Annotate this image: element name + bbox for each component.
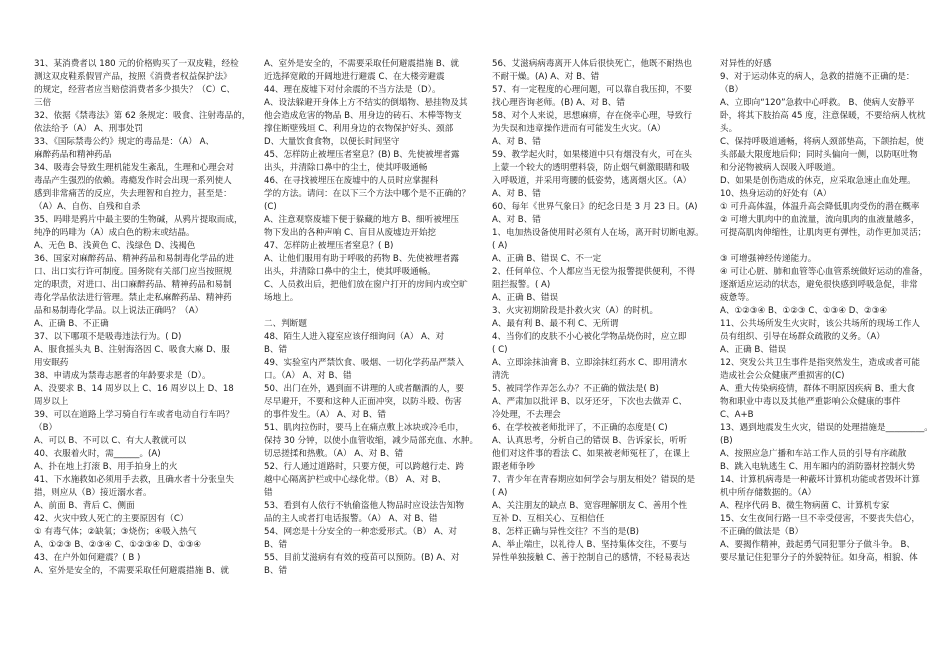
text-line: 越中心隔离护栏或中心绿化带。（B） A、对 B、 [264, 475, 447, 485]
text-line: (B) [720, 436, 733, 446]
text-line: A、扑在地上打滚 B、用手拍身上的火 [34, 462, 178, 472]
text-line: 38、申请成为禁毒志愿者的年龄要求是（D）。 [34, 371, 211, 381]
text-line: ( A) [492, 488, 508, 498]
text-line: 三倍 [34, 98, 52, 108]
text-line: 逐渐适应运动的状态，避免很快感到呼吸急促，非常 [720, 280, 918, 290]
text-line [720, 240, 938, 253]
text-line: 14、计算机病毒是一种蔽坏计算机功能或者毁坏计算 [720, 475, 920, 485]
text-line: ① 有毒气体；②缺氧；③烧伤；④吸入热气 [34, 527, 197, 537]
text-line: 出头，并清除口鼻中的尘土，使其呼吸通畅 [264, 163, 428, 173]
text-line: 57、有一定程度的心理问题，可以靠自我压抑，不要 [492, 85, 692, 95]
text-line: 对异性的好感 [720, 59, 772, 69]
text-line: A、重大传染病疫情，群体不明原因疾病 B、重大食 [720, 384, 915, 394]
text-line: A、立即涂抹油膏 B、立即涂抹红药水 C、即用清水 [492, 358, 688, 368]
text-line: 11、公共场所发生火灾时，该公共场所的现场工作人 [720, 319, 920, 329]
text-line: 13、遇到地震发生火灾，错误的处理措施是_________。 [720, 423, 933, 433]
text-line: ④ 可让心脏、肺和血管等心血管系统做好运动的准备， [720, 267, 929, 277]
text-line: 6、在学校被老师批评了，不正确的态度是( C) [492, 423, 668, 433]
text-column-1 [34, 58, 254, 664]
text-line: A、没要求 B、14 周岁以上 C、16 周岁以上 D、18 [34, 384, 234, 394]
text-line: B、错 [264, 566, 288, 576]
text-line: A、无色 B、浅黄色 C、浅绿色 D、浅褐色 [34, 241, 196, 251]
text-line: B、跳入电轨逃生 C、用车厢内的消防器材控制火势 [720, 462, 916, 472]
text-line: 麻醉药品和精神药品 [34, 150, 112, 160]
text-line: 入呼吸道，并采用弯腰的低姿势，逃离烟火区。（A） [492, 176, 692, 186]
text-line: A、服食摇头丸 B、注射海洛因 C、吸食大麻 D、服 [34, 345, 230, 355]
text-line: 用安眠药 [34, 358, 69, 368]
text-line: A、正确 B、错误 C、不一定 [492, 254, 602, 264]
text-line: 48、陌生人进入寝室应该仔细询问（A） A、对 [264, 332, 445, 342]
text-line: A、①②③ B、②③④ C、①②③④ D、①③④ [34, 540, 202, 550]
text-line: A、立即向“120”急救中心呼救。 B、使病人安静平 [720, 98, 915, 108]
text-line: 42、火灾中致人死亡的主要原因有（C） [34, 514, 189, 524]
text-line: （B） [720, 85, 744, 95]
text-line: 60、每年《世界气象日》的纪念日是 3 月 23 日。(A) [492, 202, 698, 212]
text-line: 机中所存储数据的。（A） [720, 488, 817, 498]
text-line: (C) [264, 202, 277, 212]
text-line: 50、出门在外，遇到面不讲理的人或者酗酒的人，要 [264, 384, 464, 394]
text-line: A、让他们服用有助于呼吸的药物 B、先使被埋者露 [264, 254, 459, 264]
text-line: A、关注朋友的缺点 B、宽容理解朋友 C、善用个性 [492, 501, 688, 511]
text-line: 不正确的做法是（B） [720, 527, 804, 537]
text-line: A、设法躲避开身体上方不结实的倒塌物、悬挂物及其 [264, 98, 468, 108]
text-line: 毒化学品依法进行管理。禁止走私麻醉药品、精神药 [34, 293, 232, 303]
text-line: 为失误和违章操作进而有可能发生火灾。（A） [492, 124, 666, 134]
text-line: 36、国家对麻醉药品、精神药品和易制毒化学品的进 [34, 254, 234, 264]
text-line: 学的方法。请问：在以下三个方法中哪个是不正确的？ [264, 189, 471, 199]
text-line: 55、目前艾滋病有有效的疫苗可以预防。(B) A、对 [264, 553, 460, 563]
text-line: 要尽量记住犯罪分子的外貌特征。如身高，相貌、体 [720, 553, 918, 563]
text-line: A、对 B、错 [492, 137, 541, 147]
text-line: 他会造成危害的物品 B、用身边的砖石、木棒等物支 [264, 111, 462, 121]
text-line: 39、可以在道路上学习骑自行车或者电动自行车吗？ [34, 410, 234, 420]
text-line: 卧，将其下肢抬高 45 度，注意保暖，不要给病人枕枕 [720, 111, 926, 121]
text-line: 41、下水施救如必须用手去救，且确水者十分张皇失 [34, 475, 234, 485]
text-line: 出头，并清除口鼻中的尘土，使其呼吸通畅。 [264, 267, 436, 277]
text-line: 3、火灾初期阶段是扑救火灾（A）的时机。 [492, 306, 659, 316]
text-line: A、对 B、错 [492, 189, 541, 199]
text-line: 上蒙一个较大的透明塑料袋，防止烟气刺激眼睛和吸 [492, 163, 690, 173]
text-line: A、认真思考，分析自己的错误 B、告诉家长，听听 [492, 436, 687, 446]
text-line: 阻拦报警。( A) [492, 280, 551, 290]
text-line: 造成社会公众健康严重损害的(C) [720, 371, 845, 381]
text-line: 跟老师争吵 [492, 462, 535, 472]
text-line: 可提高肌肉伸缩性，让肌肉更有弹性，动作更加灵活； [720, 228, 927, 238]
text-line: 依法给予（A） A、刑事处罚 [34, 124, 144, 134]
text-line: A、举止端庄，以礼待人 B、坚持集体交往，不要与 [492, 540, 687, 550]
text-line: 37、以下哪项不是吸毒违法行为。( D) [34, 332, 182, 342]
text-line: 周岁以上 [34, 397, 69, 407]
text-line: A、可以 B、不可以 C、有大人教就可以 [34, 436, 187, 446]
text-line: 51、肌肉拉伤时，要马上在痛点敷上冰块或冷毛巾， [264, 423, 464, 433]
text-line: 找心理咨询老师。(B) A、对 B、错 [492, 98, 625, 108]
text-line: D、大量饮食食物，以便长时间坚守 [264, 137, 400, 147]
text-line: ② 可增大肌肉中的血流量，流向肌肉的血液量越多， [720, 215, 920, 225]
text-line: A、严肃加以批评 B、以牙还牙，下次也去做弄 C、 [492, 397, 688, 407]
text-line: C、A+B [720, 410, 754, 420]
text-line: ( C) [492, 345, 508, 355]
text-line: 45、怎样防止被埋压者窒息？(B) B、先使被埋者露 [264, 150, 460, 160]
text-line: 疲惫等。 [720, 293, 755, 303]
text-line: 9、对于运动体克的病人，急救的措施不正确的是： [720, 72, 915, 82]
text-column-4 [720, 58, 938, 664]
text-line: ( A) [492, 241, 508, 251]
text-line: 59、教学起火时，如果楼道中只有烟没有火，可在头 [492, 150, 692, 160]
text-line: 35、吗啡是鸦片中最主要的生物碱，从鸦片提取而成， [34, 215, 243, 225]
text-line: 互补 D、互相关心、互相信任 [492, 514, 605, 524]
text-line: 7、青少年在青春期应如何学会与朋友相处？错误的是 [492, 475, 696, 485]
text-line: C、保持呼吸道通畅，将病人颈部垫高，下颌抬起，使 [720, 137, 924, 147]
text-line: A、程序代码 B、微生物病菌 C、计算机专家 [720, 501, 890, 511]
text-line: C、人员救出后，把他们放在窗户打开的房间内或空旷 [264, 280, 468, 290]
text-line: 措，则应从（B）接近溺水者。 [34, 488, 152, 498]
text-line: 31、某消费者以 180 元的价格购买了一双皮鞋，经检 [34, 59, 239, 69]
text-line: 34、吸毒会导致生理机能发生紊乱，生理和心理会对 [34, 163, 234, 173]
text-line: 和分泌物被病人误吸入呼吸道。 [720, 163, 841, 173]
text-line: 清洗 [492, 371, 510, 381]
text-line: 43、在户外如何避震？( B ) [34, 553, 141, 563]
text-line: 4、当你们的皮肤不小心被化学物品烧伤时，应立即 [492, 332, 687, 342]
text-line: （B） [34, 423, 58, 433]
text-line: D、如果是创伤造成的休克，应采取急速止血处理。 [720, 176, 916, 186]
text-line: 撑住断壁残垣 C、利用身边的衣物保护好头、颈部 [264, 124, 454, 134]
text-line: A、注意观察废墟下便于躲藏的地方 B、细听被埋压 [264, 215, 459, 225]
text-line: A、最有利 B、最不利 C、无所谓 [492, 319, 619, 329]
text-line: A、正确 B、不正确 [34, 319, 109, 329]
text-line: 8、怎样正确与异性交往？不当的是(B) [492, 527, 639, 537]
text-line: 尽早避开，不要和这种人正面冲突，以防斗殴、伤害 [264, 397, 462, 407]
text-line: 40、衣服着火时，需______。(A) [34, 449, 161, 459]
text-line: 32、依据《禁毒法》第 62 条规定：吸食、注射毒品的， [34, 111, 251, 121]
text-line: （A）A、自伤、自残和自杀 [34, 202, 141, 212]
text-line: 头部最大限度地后仰；同时头偏向一侧，以防呕吐物 [720, 150, 918, 160]
text-line: 10、热身运动的好处有（A） [720, 189, 832, 199]
text-line: 物下发出的各种声响 C、盲目从废墟边开始挖 [264, 228, 437, 238]
text-line: A、对 B、错 [492, 215, 541, 225]
text-line: 不耐干燥。(A) A、对 B、错 [492, 72, 600, 82]
text-line: A、①②③④ B、①②③ C、①③④ D、②③④ [720, 306, 888, 316]
text-line: A、要揭作精神，鼓起勇气同犯罪分子做斗争。 B、 [720, 540, 915, 550]
text-line: 场地上。 [264, 293, 299, 303]
text-line: 感到非常痛苦的反应，失去理智和自控力，甚至是： [34, 189, 232, 199]
text-line [264, 305, 482, 318]
text-column-2 [264, 58, 482, 664]
text-line: 错 [264, 488, 273, 498]
text-line: A、室外是安全的，不需要采取任何避震措施 B、就 [264, 59, 459, 69]
text-line: 58、对个人来说，思想麻痹，存在侥幸心理，导致行 [492, 111, 692, 121]
text-line: 53、看到有人依行不轨偷盗他人物品时应设法告知物 [264, 501, 464, 511]
text-line: 员有组织、引导在场群众疏散的义务。（A） [720, 332, 885, 342]
text-line: 口、出口实行许可制度。国务院有关部门应当按照规 [34, 267, 232, 277]
text-line: 15、女生夜间行路一旦不幸受侵害，不要丧失信心， [720, 514, 920, 524]
text-line: 定的职责，对进口、出口麻醉药品、精神药品和易制 [34, 280, 232, 290]
text-line: 的事件发生。（A） A、对 B、错 [264, 410, 386, 420]
text-line: 44、理在废墟下对付余震的不当方法是（D）。 [264, 85, 441, 95]
text-line: 的规定，经营者应当赔偿消费者多少损失？（C）C、 [34, 85, 236, 95]
text-line: 品的主人或者打电话报警。（A） A、对 B、错 [264, 514, 438, 524]
text-line: 52、行人通过道路时，只要方便，可以跨越行走、跨 [264, 462, 464, 472]
text-line: A、按照应急广播和车站工作人员的引导有序疏散 [720, 449, 907, 459]
text-line: 切忌搓揉和热敷。（A） A、对 B、错 [264, 449, 404, 459]
text-line: 二、判断题 [264, 319, 307, 329]
text-line: 他们对这件事的看法 C、如果被老师冤枉了，在课上 [492, 449, 690, 459]
text-line: ③ 可增强神经传递能力。 [720, 254, 817, 264]
text-line: 头。 [720, 124, 738, 134]
text-line: A、正确 B、错误 [720, 345, 787, 355]
text-line: A、前面 B、背后 C、侧面 [34, 501, 135, 511]
text-line: A、正确 B、错误 [492, 293, 559, 303]
text-line: 口。（A） A、对 B、错 [264, 371, 352, 381]
text-column-3 [492, 58, 710, 664]
text-line: 49、实验室内严禁饮食、吸烟、一切化学药品严禁入 [264, 358, 464, 368]
text-line: 54、网恋是十分安全的一种恋爱形式。（B） A、对 [264, 527, 458, 537]
text-line: 33、《国际禁毒公约》规定的毒品是：（A） A、 [34, 137, 215, 147]
text-line: 5、被同学作弄怎么办？不正确的做法是( B) [492, 384, 659, 394]
text-line: 纯净的吗啡为（A）成白色的粉末或结晶。 [34, 228, 195, 238]
text-line: B、错 [264, 345, 288, 355]
text-line: 异性单独接触 C、善于控制自己的感情，不轻易表达 [492, 553, 690, 563]
text-line: 2、任何单位、个人都应当无偿为报警提供便利，不得 [492, 267, 696, 277]
text-line: 毒品产生强烈的依赖。毒瘾发作时会出现一系列使人 [34, 176, 232, 186]
text-line: B、错 [264, 540, 288, 550]
text-line: 47、怎样防止被埋压者窒息？( B) [264, 241, 394, 251]
text-line: 冷处理，不去理会 [492, 410, 561, 420]
text-line: 12、突发公共卫生事件是指突然发生，造成或者可能 [720, 358, 920, 368]
text-line: 测这双皮鞋系假冒产品，按照《消费者权益保护法》 [34, 72, 232, 82]
text-line: 56、艾滋病病毒离开人体后很快死亡，他既不耐热也 [492, 59, 692, 69]
text-line: 1、电加热设备使用时必须有人在场，离开时切断电源。 [492, 228, 704, 238]
text-line: 46、在寻找被埋压在废墟中的人员时应掌握科 [264, 176, 439, 186]
text-line: 保持 30 分钟，以使小血管收缩，减少局部充血、水肿。 [264, 436, 479, 446]
text-line: 品和易制毒化学品。以上说法正确吗？（A） [34, 306, 204, 316]
text-line: A、室外是安全的，不需要采取任何避震措施 B、就 [34, 566, 229, 576]
text-line: 近选择宽敞的开阔地进行避震 C、在大楼旁避震 [264, 72, 445, 82]
text-line: ① 可升高体温，体温升高会降低肌肉受伤的潜在概率 [720, 202, 920, 212]
text-line: 物和职业中毒以及其他严重影响公众健康的事件 [720, 397, 901, 407]
